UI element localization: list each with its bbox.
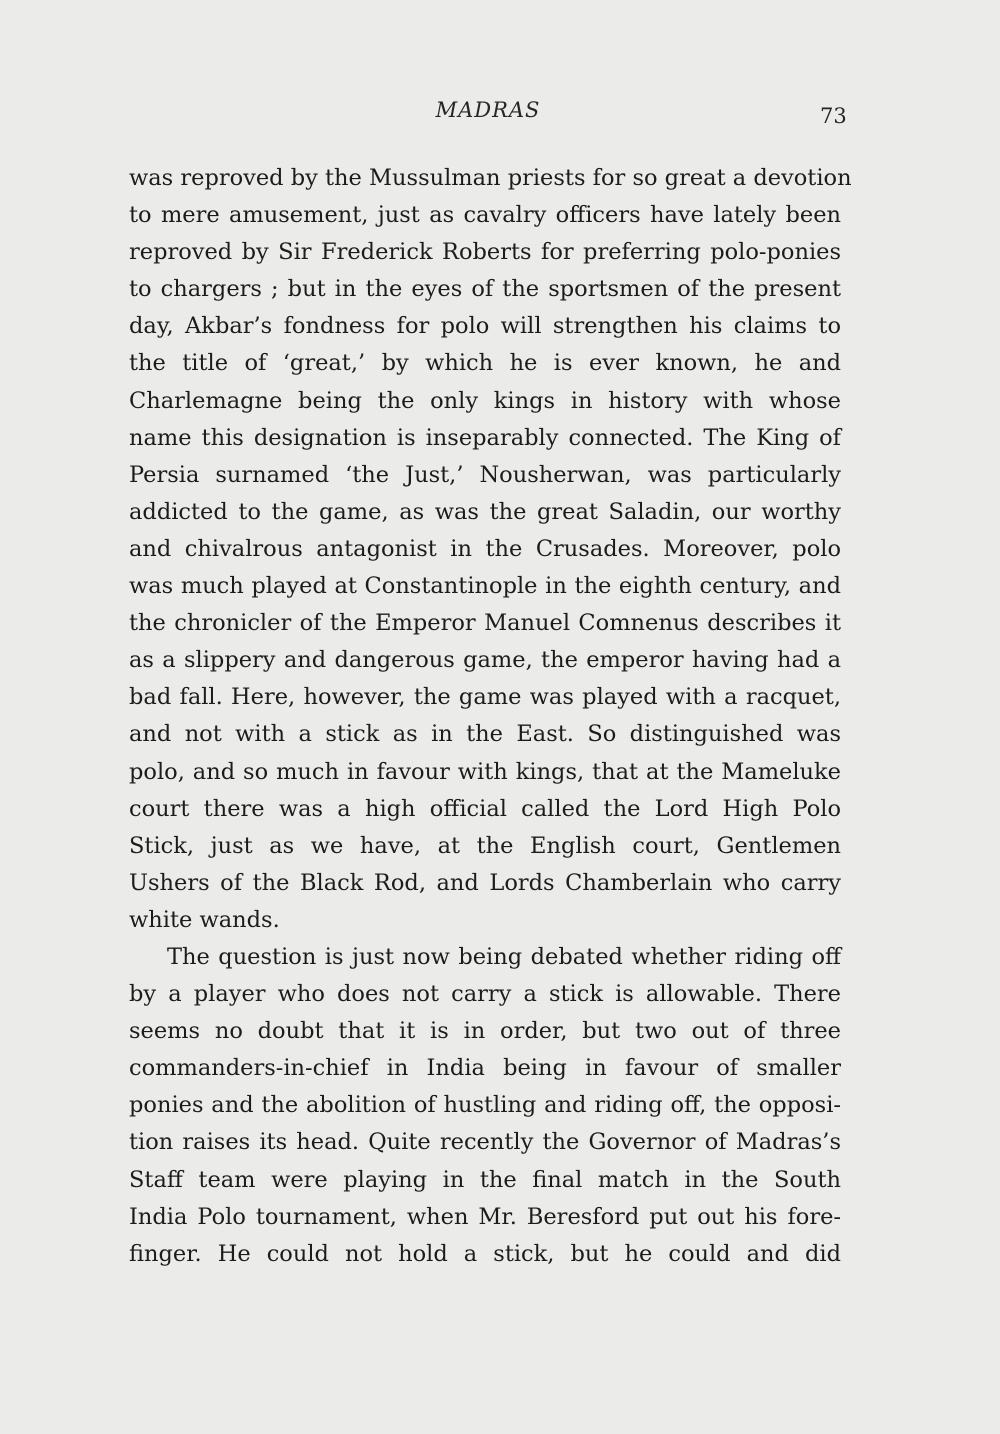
text-line: Staff team were playing in the final match in the South bbox=[129, 1166, 841, 1193]
text-line: polo, and so much in favour with kings, that at the Mameluke bbox=[129, 758, 841, 785]
text-line: The question is just now being debated whether riding off bbox=[167, 943, 841, 970]
text-line: court there was a high official called the Lord High Polo bbox=[129, 795, 841, 822]
paragraph-1 bbox=[129, 160, 852, 939]
text-line: bad fall. Here, however, the game was played with a racquet, bbox=[129, 684, 841, 711]
text-line: Ushers of the Black Rod, and Lords Chamberlain who carry bbox=[129, 869, 841, 896]
body-text bbox=[129, 160, 852, 1273]
paragraph-2 bbox=[129, 939, 841, 1273]
text-line: the chronicler of the Emperor Manuel Comnenus describes it bbox=[129, 610, 841, 637]
text-line: as a slippery and dangerous game, the emperor having had a bbox=[129, 647, 841, 674]
text-line: reproved by Sir Frederick Roberts for preferring polo-ponies bbox=[129, 239, 841, 266]
text-line: day, Akbar’s fondness for polo will strengthen his claims to bbox=[129, 313, 841, 340]
text-line: commanders-in-chief in India being in favour of smaller bbox=[129, 1055, 841, 1082]
text-line: Persia surnamed ‘the Just,’ Nousherwan, was particularly bbox=[129, 461, 841, 488]
text-line: white wands. bbox=[129, 906, 280, 933]
text-line: addicted to the game, as was the great Saladin, our worthy bbox=[129, 498, 841, 525]
text-line: Charlemagne being the only kings in history with whose bbox=[129, 387, 841, 414]
text-line: to mere amusement, just as cavalry officers have lately been bbox=[129, 202, 841, 229]
text-line: tion raises its head. Quite recently the Governor of Madras’s bbox=[129, 1129, 841, 1156]
text-line: and chivalrous antagonist in the Crusades. Moreover, polo bbox=[129, 535, 841, 562]
text-line: was much played at Constantinople in the eighth century, and bbox=[129, 573, 841, 600]
running-head: MADRAS bbox=[435, 98, 541, 122]
page-header bbox=[0, 98, 1000, 132]
text-line: finger. He could not hold a stick, but he could and did bbox=[129, 1240, 841, 1267]
text-line: India Polo tournament, when Mr. Beresford put out his fore- bbox=[129, 1203, 841, 1230]
text-line: was reproved by the Mussulman priests for so great a devotion bbox=[129, 165, 852, 191]
text-line: ponies and the abolition of hustling and riding off, the opposi- bbox=[129, 1092, 841, 1119]
text-line: seems no doubt that it is in order, but two out of three bbox=[129, 1018, 841, 1045]
text-line: name this designation is inseparably connected. The King of bbox=[129, 424, 841, 451]
text-line: to chargers ; but in the eyes of the sportsmen of the present bbox=[129, 276, 841, 303]
text-line: Stick, just as we have, at the English court, Gentlemen bbox=[129, 832, 841, 859]
text-line: the title of ‘great,’ by which he is ever known, he and bbox=[129, 350, 841, 377]
text-line: by a player who does not carry a stick is allowable. There bbox=[129, 981, 841, 1008]
text-line: and not with a stick as in the East. So distinguished was bbox=[129, 721, 841, 748]
page-number: 73 bbox=[820, 104, 847, 128]
